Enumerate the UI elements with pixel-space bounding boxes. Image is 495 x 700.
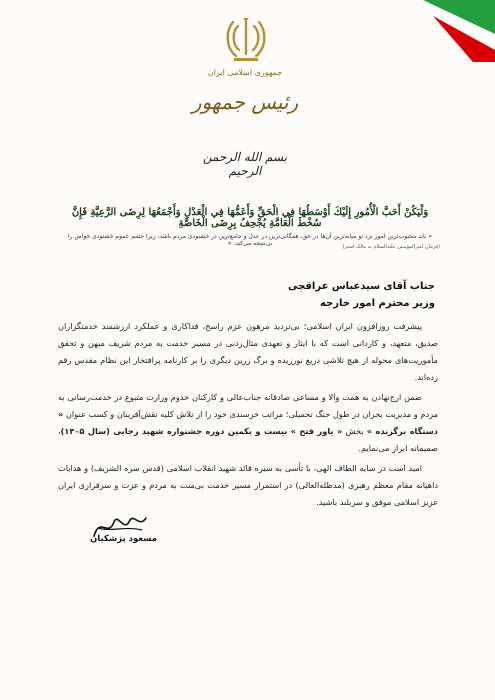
addressee-name: جناب آقای سیدعباس عراقچی — [288, 281, 435, 292]
quote-source: (فرمان امیرالمؤمنین علیه‌السلام به مالک اشتر) — [342, 244, 440, 250]
letter-body — [58, 318, 438, 514]
body-paragraph-3: امید است در سایه الطاف الهی، با تأسی به سیره قائد شهید انقلاب اسلامی (قدس سره الشریف) و هدایات داهیانه مقام معظم رهبری (مدظله‌العالی) در استمرار مسیر خدمت بی‌منت به مردم و عزت و سرفرازی ایران عزیز اسلامی موفق و سربلند باشید. — [58, 463, 438, 507]
body-paragraph-1: پیشرفت روزافزون ایران اسلامی؛ بی‌تردید مرهون عزم راسخ، فداکاری و عملکرد ارزشمند خدمتگزاران صدیق، متعهد، و کاردانی است که با ایثار و تعهدی مثال‌زدنی در مسیر خدمت به مردم شریف میهن و تحقق مأموریت‌های محوله از هیچ تلاشی دریغ نورزیده و برگ زرین دیگری را بر کارنامه پرافتخار این نظام مقدس رقم زده‌اند. — [58, 321, 438, 382]
org-label: جمهوری اسلامی ایران — [207, 68, 283, 77]
quote-arabic: وَلْيَكُنْ أَحَبَّ الْأُمُورِ إِلَيْكَ أَوْسَطُهَا فِي الْحَقِّ وَأَعَمُّهَا فِي الْعَدْلِ وَأَجْمَعُهَا لِرِضَى الرَّعِيَّةِ فَإِنَّ سُخْطَ الْعَامَّةِ يُجْحِفُ بِرِضَى الْخَاصَّةِ — [71, 207, 429, 229]
body-paragraph-2-part-f: ، صمیمانه ابراز می‌نمایم. — [58, 426, 438, 453]
iran-flag-icon — [403, 0, 495, 62]
quote-translation: « باید محبوب‌ترین امور نزد تو میانه‌ترین آن‌ها در حق، همگانی‌ترین در عدل و جامع‌ترین در خشنودی مردم باشد، زیرا خشم عموم خشنودی خواص را بی‌نتیجه می‌کند. » — [67, 233, 433, 247]
signer-name: مسعود پزشکیان — [90, 534, 158, 544]
emblem-icon — [224, 16, 268, 64]
award-title: « دستگاه برگزیده » — [58, 409, 438, 436]
addressee-title: وزیر محترم امور خارجه — [319, 298, 435, 309]
body-paragraph-2-part-c: بخش — [345, 426, 364, 436]
body-paragraph-2-part-a: ضمن ارج‌نهادن به همت والا و مساعی صادقانه جناب‌عالی و کارکنان خدوم وزارت متبوع در خدمت‌رسانی به مردم و مدیریت بحران در طول جنگ تحمیلی؛ مراتب خرسندی خود را از تلاش کلیه نقش‌آفرینان و کسب عنوان — [58, 392, 438, 419]
addressee-block — [135, 278, 435, 312]
award-section: « یاور فتح » — [290, 426, 343, 436]
body-paragraph-2 — [58, 389, 438, 457]
festival-name: بیست و یکمین دوره جشنواره شهید رجایی (سال ۱۴۰۵) — [60, 426, 288, 436]
basmala: بسم الله الرحمن الرحیم — [202, 150, 288, 178]
office-title: رئیس جمهور — [191, 90, 299, 114]
